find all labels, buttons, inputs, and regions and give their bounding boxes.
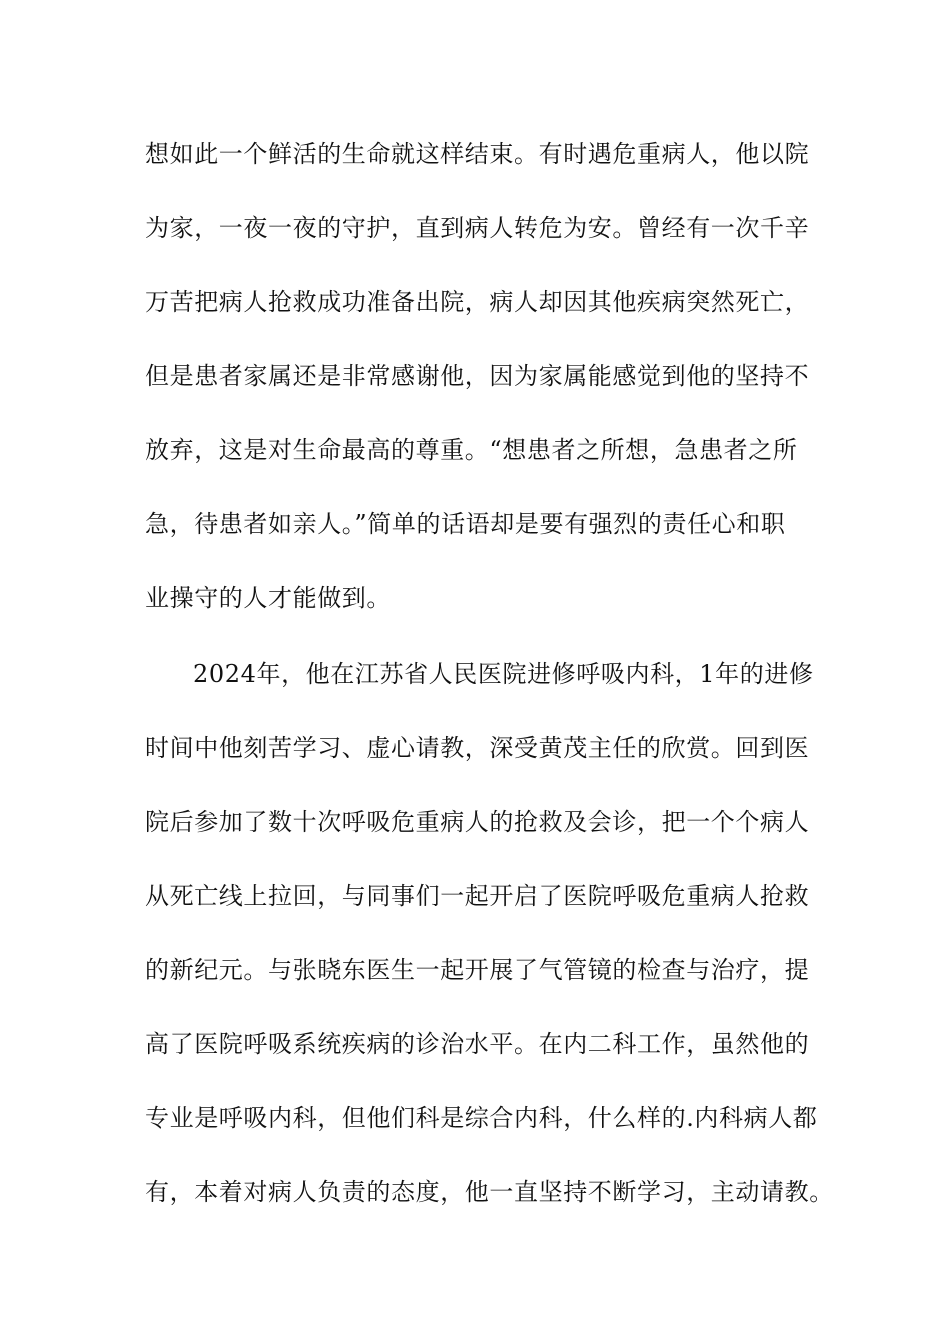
text-line: 但是患者家属还是非常感谢他，因为家属能感觉到他的坚持不	[145, 362, 810, 390]
text-line: 专业是呼吸内科，但他们科是综合内科，什么样的.内科病人都	[145, 1104, 818, 1132]
text-line: 时间中他刻苦学习、虚心请教，深受黄茂主任的欣赏。回到医	[145, 734, 810, 762]
text-line: 2024年，他在江苏省人民医院进修呼吸内科，1年的进修	[193, 660, 814, 688]
text-line: 万苦把病人抢救成功准备出院，病人却因其他疾病突然死亡，	[145, 288, 810, 316]
text-line: 为家，一夜一夜的守护，直到病人转危为安。曾经有一次千辛	[145, 214, 810, 242]
text-line: 有，本着对病人负责的态度，他一直坚持不断学习，主动请教。	[145, 1178, 834, 1206]
text-line: 业操守的人才能做到。	[145, 584, 391, 612]
text-line: 的新纪元。与张晓东医生一起开展了气管镜的检查与治疗，提	[145, 956, 810, 984]
text-line: 想如此一个鲜活的生命就这样结束。有时遇危重病人，他以院	[145, 140, 810, 168]
text-line: 从死亡线上拉回，与同事们一起开启了医院呼吸危重病人抢救	[145, 882, 810, 910]
text-line: 放弃，这是对生命最高的尊重。“想患者之所想，急患者之所	[145, 436, 798, 464]
text-line: 院后参加了数十次呼吸危重病人的抢救及会诊，把一个个病人	[145, 808, 810, 836]
text-line: 高了医院呼吸系统疾病的诊治水平。在内二科工作，虽然他的	[145, 1030, 810, 1058]
text-line: 急，待患者如亲人。”简单的话语却是要有强烈的责任心和职	[145, 510, 786, 538]
